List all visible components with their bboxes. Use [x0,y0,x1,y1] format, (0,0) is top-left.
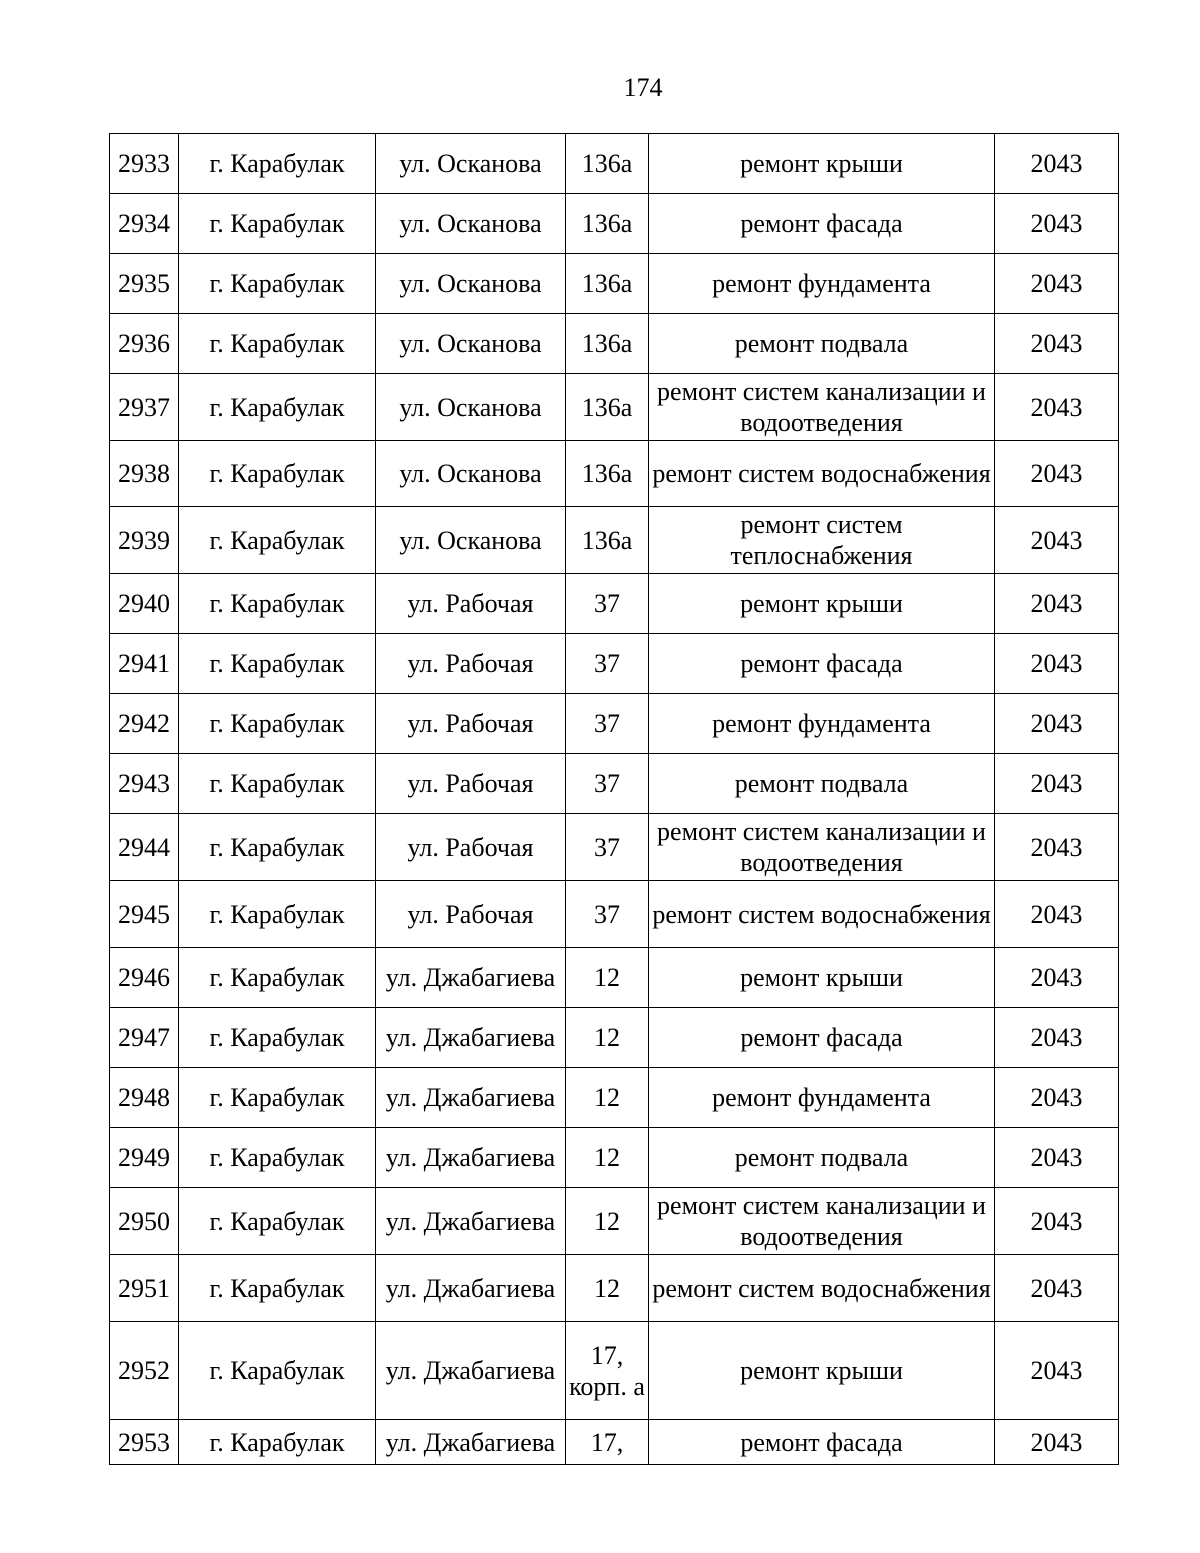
street-cell: ул. Джабагиева [376,1420,566,1465]
house-cell: 37 [566,574,649,634]
street-cell: ул. Джабагиева [376,1188,566,1255]
year-cell: 2043 [995,314,1119,374]
house-cell: 12 [566,948,649,1008]
year-cell: 2043 [995,1068,1119,1128]
city-cell: г. Карабулак [179,314,376,374]
house-cell: 37 [566,754,649,814]
year-cell: 2043 [995,881,1119,948]
year-cell: 2043 [995,134,1119,194]
row-number-cell: 2947 [110,1008,179,1068]
table-row [110,1420,1119,1465]
street-cell: ул. Осканова [376,507,566,574]
street-cell: ул. Джабагиева [376,1008,566,1068]
house-cell: 136а [566,374,649,441]
table-row [110,374,1119,441]
row-number-cell: 2953 [110,1420,179,1465]
street-cell: ул. Джабагиева [376,1322,566,1420]
year-cell: 2043 [995,441,1119,507]
city-cell: г. Карабулак [179,694,376,754]
city-cell: г. Карабулак [179,1068,376,1128]
table-row [110,948,1119,1008]
city-cell: г. Карабулак [179,1255,376,1322]
work-type-cell: ремонт крыши [649,948,995,1008]
work-type-cell: ремонт систем канализации и водоотведения [649,1188,995,1255]
street-cell: ул. Рабочая [376,634,566,694]
year-cell: 2043 [995,254,1119,314]
table-row [110,1068,1119,1128]
row-number-cell: 2936 [110,314,179,374]
page-number: 174 [623,73,663,102]
works-table-body [110,134,1119,1465]
house-cell: 136а [566,507,649,574]
row-number-cell: 2937 [110,374,179,441]
city-cell: г. Карабулак [179,574,376,634]
year-cell: 2043 [995,374,1119,441]
table-row [110,1128,1119,1188]
street-cell: ул. Осканова [376,374,566,441]
row-number-cell: 2941 [110,634,179,694]
city-cell: г. Карабулак [179,441,376,507]
table-row [110,634,1119,694]
table-row [110,1188,1119,1255]
house-cell: 37 [566,881,649,948]
table-row [110,1008,1119,1068]
city-cell: г. Карабулак [179,1008,376,1068]
year-cell: 2043 [995,694,1119,754]
house-cell: 136а [566,194,649,254]
work-type-cell: ремонт подвала [649,754,995,814]
table-row [110,694,1119,754]
year-cell: 2043 [995,754,1119,814]
row-number-cell: 2949 [110,1128,179,1188]
house-cell: 37 [566,814,649,881]
work-type-cell: ремонт систем водоснабжения [649,441,995,507]
house-cell: 37 [566,694,649,754]
street-cell: ул. Рабочая [376,814,566,881]
row-number-cell: 2945 [110,881,179,948]
row-number-cell: 2938 [110,441,179,507]
table-row [110,254,1119,314]
city-cell: г. Карабулак [179,507,376,574]
street-cell: ул. Рабочая [376,694,566,754]
work-type-cell: ремонт фасада [649,194,995,254]
work-type-cell: ремонт крыши [649,574,995,634]
work-type-cell: ремонт систем канализации и водоотведения [649,814,995,881]
works-table [109,133,1119,1465]
table-row [110,881,1119,948]
street-cell: ул. Джабагиева [376,1255,566,1322]
work-type-cell: ремонт крыши [649,134,995,194]
row-number-cell: 2939 [110,507,179,574]
work-type-cell: ремонт систем канализации и водоотведения [649,374,995,441]
work-type-cell: ремонт фундамента [649,694,995,754]
year-cell: 2043 [995,1420,1119,1465]
city-cell: г. Карабулак [179,881,376,948]
street-cell: ул. Джабагиева [376,948,566,1008]
city-cell: г. Карабулак [179,948,376,1008]
table-row [110,1322,1119,1420]
street-cell: ул. Рабочая [376,754,566,814]
city-cell: г. Карабулак [179,1128,376,1188]
year-cell: 2043 [995,1188,1119,1255]
table-row [110,1255,1119,1322]
row-number-cell: 2952 [110,1322,179,1420]
city-cell: г. Карабулак [179,1322,376,1420]
street-cell: ул. Рабочая [376,881,566,948]
city-cell: г. Карабулак [179,1420,376,1465]
year-cell: 2043 [995,1128,1119,1188]
row-number-cell: 2951 [110,1255,179,1322]
work-type-cell: ремонт систем водоснабжения [649,1255,995,1322]
street-cell: ул. Осканова [376,194,566,254]
city-cell: г. Карабулак [179,374,376,441]
street-cell: ул. Осканова [376,254,566,314]
year-cell: 2043 [995,1322,1119,1420]
city-cell: г. Карабулак [179,134,376,194]
work-type-cell: ремонт систем водоснабжения [649,881,995,948]
table-row [110,754,1119,814]
house-cell: 136а [566,134,649,194]
house-cell: 17, [566,1420,649,1465]
table-row [110,574,1119,634]
row-number-cell: 2946 [110,948,179,1008]
row-number-cell: 2934 [110,194,179,254]
city-cell: г. Карабулак [179,1188,376,1255]
street-cell: ул. Рабочая [376,574,566,634]
house-cell: 37 [566,634,649,694]
row-number-cell: 2950 [110,1188,179,1255]
house-cell: 12 [566,1188,649,1255]
street-cell: ул. Осканова [376,441,566,507]
city-cell: г. Карабулак [179,634,376,694]
row-number-cell: 2944 [110,814,179,881]
table-row [110,507,1119,574]
house-cell: 12 [566,1068,649,1128]
year-cell: 2043 [995,948,1119,1008]
row-number-cell: 2942 [110,694,179,754]
city-cell: г. Карабулак [179,754,376,814]
work-type-cell: ремонт фасада [649,1420,995,1465]
work-type-cell: ремонт фасада [649,1008,995,1068]
row-number-cell: 2935 [110,254,179,314]
work-type-cell: ремонт фасада [649,634,995,694]
house-cell: 136а [566,254,649,314]
house-cell: 12 [566,1128,649,1188]
city-cell: г. Карабулак [179,814,376,881]
year-cell: 2043 [995,1008,1119,1068]
street-cell: ул. Осканова [376,134,566,194]
work-type-cell: ремонт крыши [649,1322,995,1420]
year-cell: 2043 [995,574,1119,634]
year-cell: 2043 [995,194,1119,254]
table-row [110,194,1119,254]
street-cell: ул. Джабагиева [376,1128,566,1188]
year-cell: 2043 [995,814,1119,881]
work-type-cell: ремонт фундамента [649,254,995,314]
year-cell: 2043 [995,1255,1119,1322]
house-cell: 12 [566,1255,649,1322]
table-row [110,814,1119,881]
street-cell: ул. Джабагиева [376,1068,566,1128]
table-row [110,441,1119,507]
work-type-cell: ремонт подвала [649,1128,995,1188]
house-cell: 12 [566,1008,649,1068]
work-type-cell: ремонт систем теплоснабжения [649,507,995,574]
row-number-cell: 2933 [110,134,179,194]
city-cell: г. Карабулак [179,194,376,254]
city-cell: г. Карабулак [179,254,376,314]
house-cell: 136а [566,314,649,374]
house-cell: 136а [566,441,649,507]
row-number-cell: 2948 [110,1068,179,1128]
row-number-cell: 2940 [110,574,179,634]
table-row [110,134,1119,194]
year-cell: 2043 [995,507,1119,574]
row-number-cell: 2943 [110,754,179,814]
street-cell: ул. Осканова [376,314,566,374]
work-type-cell: ремонт фундамента [649,1068,995,1128]
year-cell: 2043 [995,634,1119,694]
table-row [110,314,1119,374]
work-type-cell: ремонт подвала [649,314,995,374]
house-cell: 17, корп. а [566,1322,649,1420]
